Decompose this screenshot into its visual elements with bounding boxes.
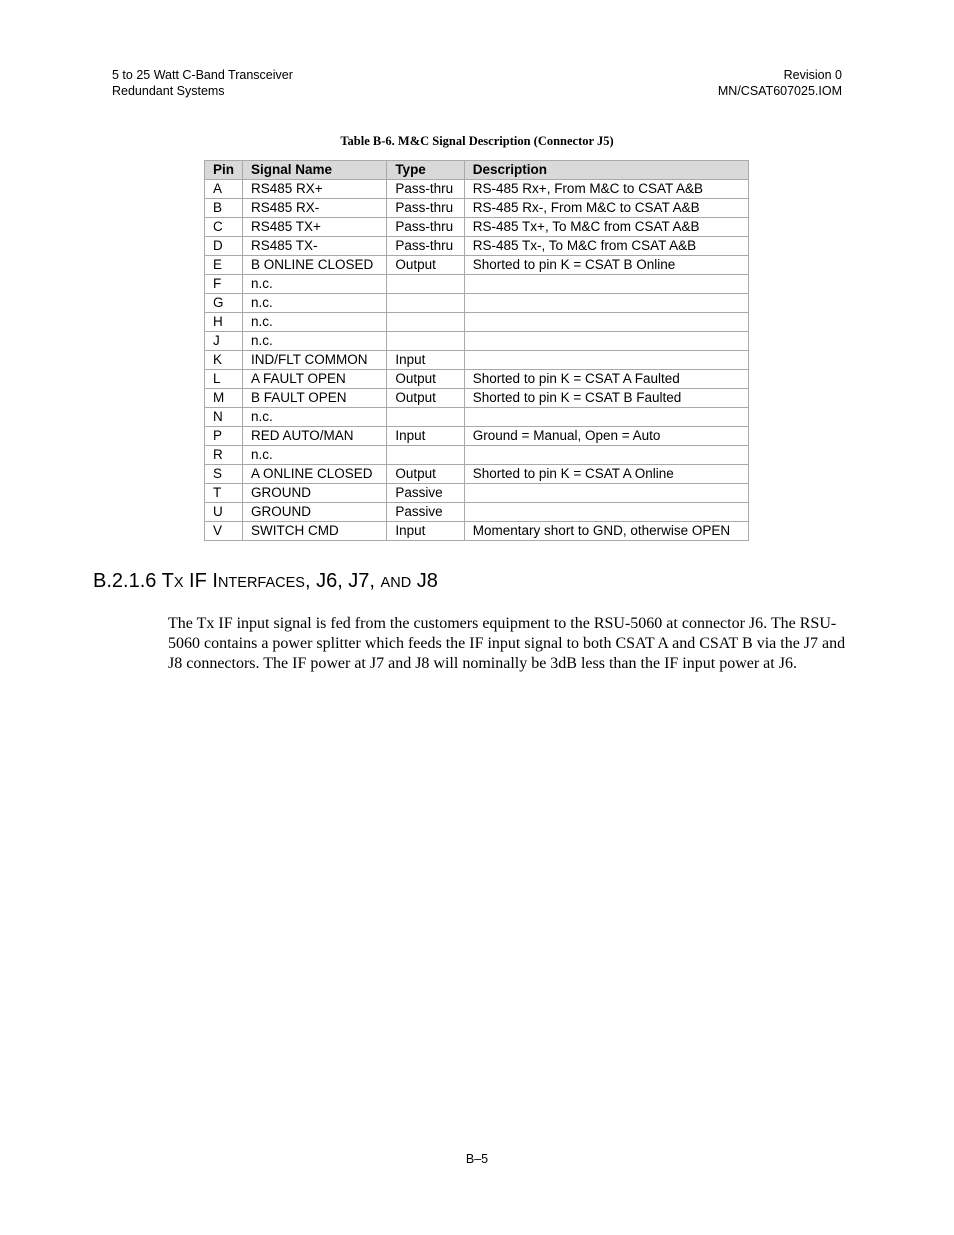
table-row <box>205 351 749 370</box>
cell-pin: S <box>205 465 243 484</box>
cell-pin: A <box>205 180 243 199</box>
cell-pin: H <box>205 313 243 332</box>
cell-type <box>387 275 464 294</box>
cell-signal-name: RS485 TX+ <box>243 218 387 237</box>
table-row <box>205 237 749 256</box>
cell-type: Pass-thru <box>387 218 464 237</box>
header-document-number: MN/CSAT607025.IOM <box>717 84 842 98</box>
cell-signal-name: SWITCH CMD <box>243 522 387 541</box>
cell-signal-name: RS485 RX- <box>243 199 387 218</box>
cell-description <box>464 408 748 427</box>
cell-pin: D <box>205 237 243 256</box>
cell-description <box>464 332 748 351</box>
cell-signal-name: n.c. <box>243 313 387 332</box>
cell-signal-name: n.c. <box>243 332 387 351</box>
cell-pin: R <box>205 446 243 465</box>
cell-pin: C <box>205 218 243 237</box>
cell-pin: M <box>205 389 243 408</box>
running-header-left <box>112 67 293 99</box>
table-row <box>205 389 749 408</box>
cell-type <box>387 313 464 332</box>
cell-type: Passive <box>387 484 464 503</box>
table-row <box>205 180 749 199</box>
cell-signal-name: B FAULT OPEN <box>243 389 387 408</box>
page-number: B–5 <box>465 1152 489 1166</box>
cell-type: Input <box>387 351 464 370</box>
body-paragraph: The Tx IF input signal is fed from the customers equipment to the RSU-5060 at connector J6. The RSU-5060 contains a power splitter which feeds the IF input signal to both CSAT A and CSAT B via the J7 and J8 connectors. The IF power at J7 and J8 will nominally be 3dB less than the IF input power at J6. <box>168 615 846 672</box>
cell-description <box>464 351 748 370</box>
cell-type: Pass-thru <box>387 180 464 199</box>
header-product-title: 5 to 25 Watt C-Band Transceiver <box>112 68 293 82</box>
cell-signal-name: n.c. <box>243 275 387 294</box>
cell-pin: K <box>205 351 243 370</box>
cell-description <box>464 275 748 294</box>
cell-pin: N <box>205 408 243 427</box>
table-row <box>205 275 749 294</box>
cell-pin: U <box>205 503 243 522</box>
table-row <box>205 332 749 351</box>
cell-description: Shorted to pin K = CSAT B Faulted <box>464 389 748 408</box>
cell-signal-name: IND/FLT COMMON <box>243 351 387 370</box>
signal-table <box>204 160 749 541</box>
cell-signal-name: A ONLINE CLOSED <box>243 465 387 484</box>
table-row <box>205 294 749 313</box>
cell-description: Momentary short to GND, otherwise OPEN <box>464 522 748 541</box>
table-row <box>205 218 749 237</box>
cell-signal-name: GROUND <box>243 503 387 522</box>
cell-type: Output <box>387 389 464 408</box>
cell-signal-name: B ONLINE CLOSED <box>243 256 387 275</box>
section-number: B.2.1.6 <box>93 570 157 592</box>
column-header-description: Description <box>464 161 748 180</box>
cell-pin: P <box>205 427 243 446</box>
cell-description <box>464 313 748 332</box>
cell-type: Pass-thru <box>387 199 464 218</box>
cell-type: Pass-thru <box>387 237 464 256</box>
cell-pin: F <box>205 275 243 294</box>
section-title: TX IF INTERFACES, J6, J7, AND J8 <box>161 570 438 592</box>
cell-pin: B <box>205 199 243 218</box>
cell-description <box>464 503 748 522</box>
table-body <box>205 180 749 541</box>
table-row <box>205 408 749 427</box>
cell-signal-name: A FAULT OPEN <box>243 370 387 389</box>
cell-type <box>387 408 464 427</box>
table-row <box>205 370 749 389</box>
table-row <box>205 465 749 484</box>
cell-description: Shorted to pin K = CSAT A Faulted <box>464 370 748 389</box>
table-row <box>205 446 749 465</box>
cell-signal-name: n.c. <box>243 294 387 313</box>
running-header-right <box>718 67 842 99</box>
table-row <box>205 313 749 332</box>
table-row <box>205 522 749 541</box>
table-header-row <box>205 161 749 180</box>
table-row <box>205 484 749 503</box>
cell-description: Shorted to pin K = CSAT B Online <box>464 256 748 275</box>
cell-type: Output <box>387 256 464 275</box>
cell-signal-name: RS485 RX+ <box>243 180 387 199</box>
header-revision: Revision 0 <box>783 68 842 82</box>
section-heading <box>93 570 438 593</box>
cell-signal-name: n.c. <box>243 408 387 427</box>
table-row <box>205 427 749 446</box>
cell-description <box>464 446 748 465</box>
header-product-subtitle: Redundant Systems <box>112 84 225 98</box>
cell-pin: L <box>205 370 243 389</box>
cell-description: RS-485 Rx+, From M&C to CSAT A&B <box>464 180 748 199</box>
cell-type: Output <box>387 370 464 389</box>
cell-description: RS-485 Tx-, To M&C from CSAT A&B <box>464 237 748 256</box>
cell-signal-name: GROUND <box>243 484 387 503</box>
table-row <box>205 199 749 218</box>
cell-description: Ground = Manual, Open = Auto <box>464 427 748 446</box>
column-header-signal-name: Signal Name <box>243 161 387 180</box>
cell-type: Output <box>387 465 464 484</box>
cell-pin: G <box>205 294 243 313</box>
cell-type: Input <box>387 522 464 541</box>
cell-description: RS-485 Rx-, From M&C to CSAT A&B <box>464 199 748 218</box>
cell-description: Shorted to pin K = CSAT A Online <box>464 465 748 484</box>
cell-type <box>387 332 464 351</box>
cell-description <box>464 484 748 503</box>
cell-description <box>464 294 748 313</box>
cell-pin: T <box>205 484 243 503</box>
cell-signal-name: n.c. <box>243 446 387 465</box>
cell-description: RS-485 Tx+, To M&C from CSAT A&B <box>464 218 748 237</box>
cell-signal-name: RS485 TX- <box>243 237 387 256</box>
cell-pin: J <box>205 332 243 351</box>
column-header-type: Type <box>387 161 464 180</box>
table-row <box>205 256 749 275</box>
cell-pin: V <box>205 522 243 541</box>
cell-signal-name: RED AUTO/MAN <box>243 427 387 446</box>
cell-pin: E <box>205 256 243 275</box>
table-row <box>205 503 749 522</box>
cell-type: Input <box>387 427 464 446</box>
cell-type <box>387 446 464 465</box>
cell-type <box>387 294 464 313</box>
table-caption: Table B-6. M&C Signal Description (Connector J5) <box>340 134 614 148</box>
cell-type: Passive <box>387 503 464 522</box>
column-header-pin: Pin <box>205 161 243 180</box>
